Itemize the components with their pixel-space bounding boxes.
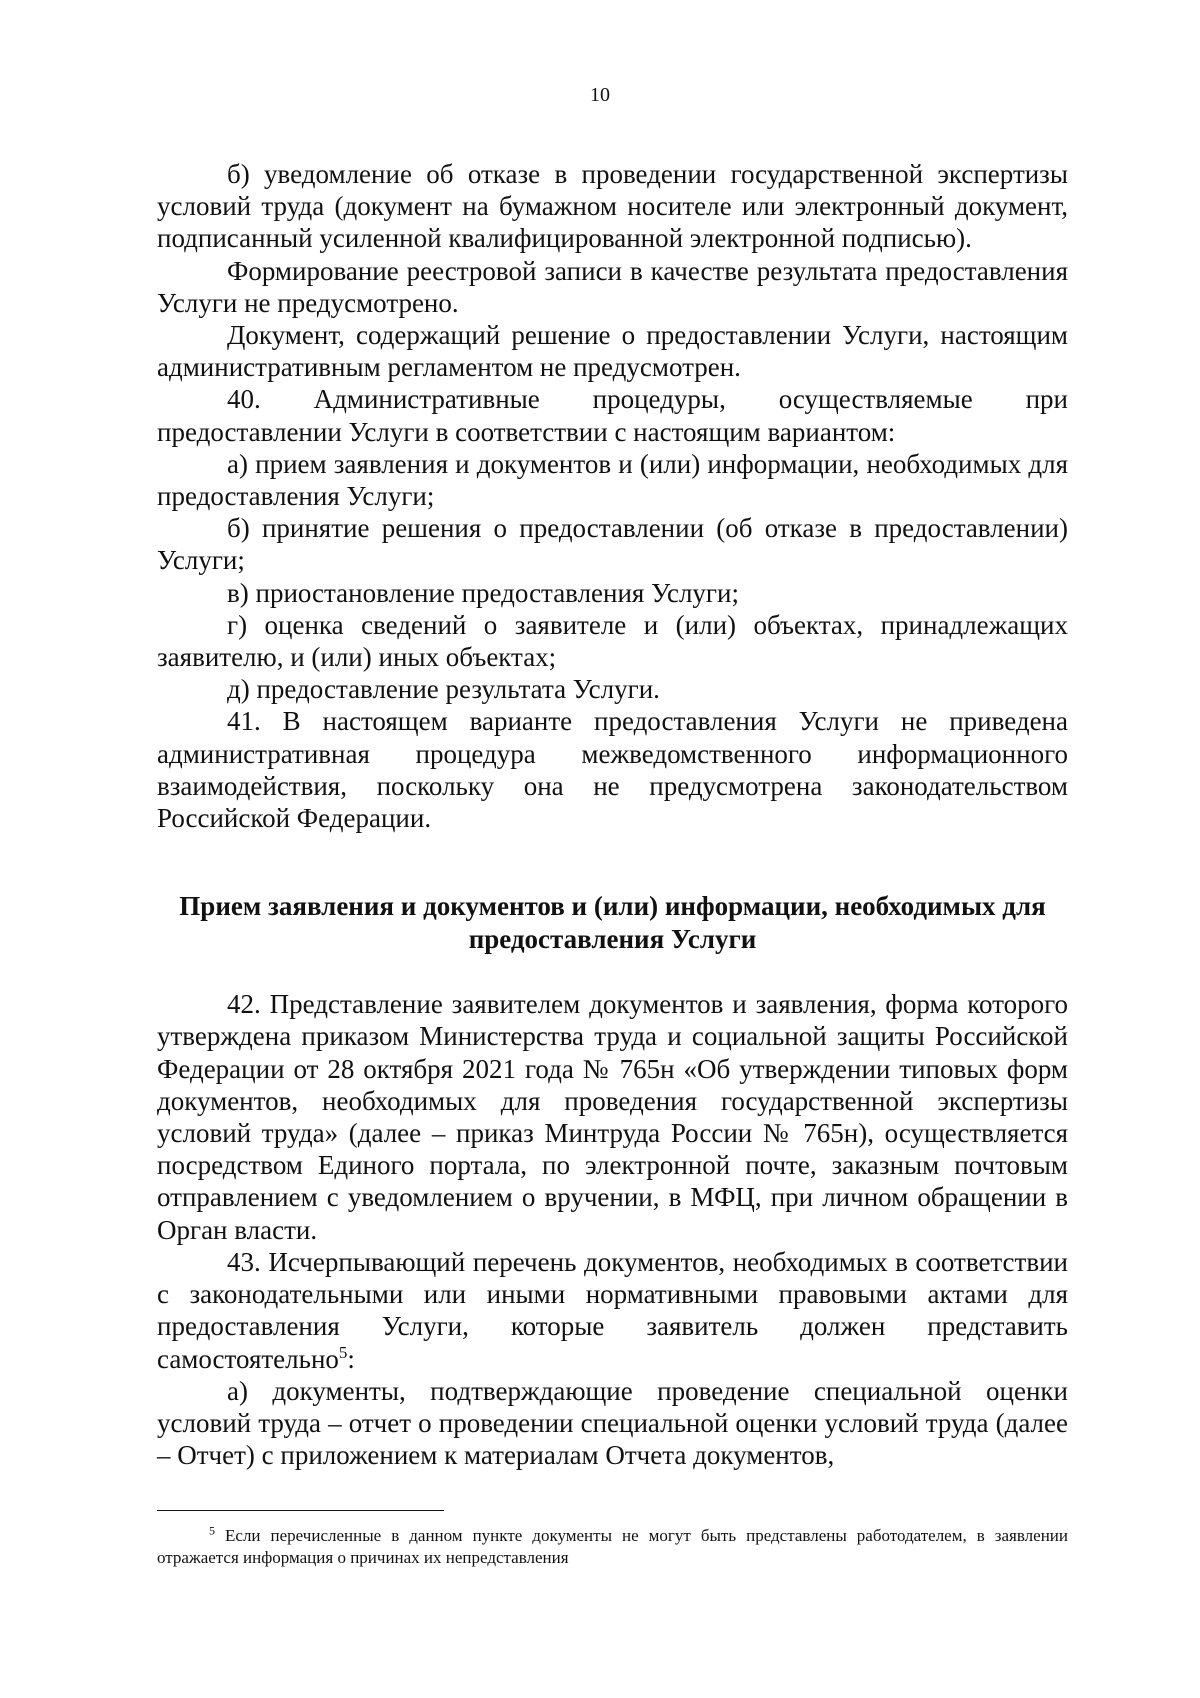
footnote-mark: 5	[209, 1523, 215, 1538]
paragraph-43	[157, 1246, 1068, 1375]
paragraph-decision-document: Документ, содержащий решение о предоставлении Услуги, настоящим административным регламентом не предусмотрен.	[157, 320, 1068, 383]
document-body	[157, 158, 1068, 1471]
paragraph-42: 42. Представление заявителем документов и заявления, форма которого утверждена приказом Министерства труда и социальной защиты Российской Федерации от 28 октября 2021 года № 765н «Об утверждении типовых форм документов, необходимых для проведения государственной экспертизы условий труда» (далее – приказ Минтруда России № 765н), осуществляется посредством Единого портала, по электронной почте, заказным почтовым отправлением с уведомлением о вручении, в МФЦ, при личном обращении в Орган власти.	[157, 989, 1068, 1245]
paragraph-notice-refusal: б) уведомление об отказе в проведении государственной экспертизы условий труда (документ на бумажном носителе или электронный документ, подписанный усиленной квалифицированной электронной подписью).	[157, 159, 1068, 254]
list-item-40v: в) приостановление предоставления Услуги;	[227, 577, 739, 608]
paragraph-registry-record: Формирование реестровой записи в качестве результата предоставления Услуги не предусмотрено.	[157, 255, 1068, 318]
page-number: 10	[590, 84, 610, 106]
footnote-separator	[157, 1510, 444, 1511]
footnote	[157, 1525, 1068, 1569]
paragraph-43-tail: :	[347, 1343, 355, 1374]
footnote-reference[interactable]: 5	[338, 1342, 348, 1362]
paragraph-41: 41. В настоящем варианте предоставления Услуги не приведена административная процедура межведомственного информационного взаимодействия, поскольку она не предусмотрена законодательством Российской Федерации.	[157, 706, 1068, 834]
list-item-43a: а) документы, подтверждающие проведение специальной оценки условий труда – отчет о проведении специальной оценки условий труда (далее – Отчет) с приложением к материалам Отчета документов,	[157, 1375, 1068, 1471]
paragraph-43-text: 43. Исчерпывающий перечень документов, необходимых в соответствии с законодательными или иными нормативными правовыми актами для предоставления Услуги, которые заявитель должен представить самостоятельно	[157, 1246, 1068, 1374]
paragraph-40: 40. Административные процедуры, осуществляемые при предоставлении Услуги в соответствии с настоящим вариантом:	[157, 384, 1068, 447]
list-item-40b: б) принятие решения о предоставлении (об отказе в предоставлении) Услуги;	[157, 513, 1068, 576]
footnote-text: Если перечисленные в данном пункте документы не могут быть представлены работодателем, в заявлении отражается информация о причинах их непредставления	[157, 1526, 1068, 1567]
list-item-40a: а) прием заявления и документов и (или) информации, необходимых для предоставления Услуги;	[157, 448, 1068, 512]
list-item-40d: д) предоставление результата Услуги.	[227, 674, 660, 705]
list-item-40g: г) оценка сведений о заявителе и (или) объектах, принадлежащих заявителю, и (или) иных объектах;	[157, 609, 1068, 673]
section-heading: Прием заявления и документов и (или) информации, необходимых для предоставления Услуги	[179, 891, 1046, 955]
